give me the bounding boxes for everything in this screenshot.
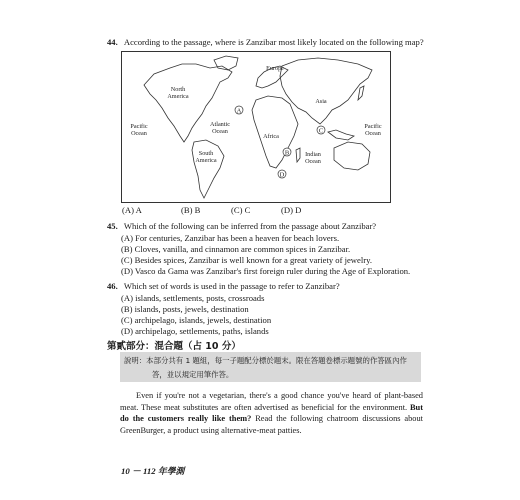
world-map	[121, 51, 391, 203]
australia-outline	[334, 142, 370, 170]
marker-d	[278, 170, 286, 179]
q44-option-a[interactable]: (A) A	[122, 205, 142, 215]
svg-text:A: A	[236, 107, 242, 115]
label-pacific-right: Pacific Ocean	[364, 123, 382, 137]
label-north-america: North America	[167, 86, 189, 100]
q44-number: 44.	[107, 37, 118, 47]
q46-option-b[interactable]: (B) islands, posts, jewels, destination	[121, 304, 249, 314]
page-footer: 10 － 112 年學測	[121, 466, 185, 476]
q44-stem	[107, 37, 437, 49]
svg-text:D: D	[279, 171, 285, 179]
indonesia-outline	[328, 130, 354, 140]
label-south-america: South America	[195, 150, 217, 164]
q44-option-b[interactable]: (B) B	[181, 205, 201, 215]
greenland-outline	[214, 56, 238, 70]
instruction-box	[120, 352, 421, 382]
label-indian-ocean: Indian Ocean	[305, 151, 321, 165]
passage-part-1: Even if you're not a vegetarian, there's a good chance you've heard of plant-based meat. These meat substitutes are often advertised as beneficial for the environment.	[120, 391, 423, 412]
svg-text:B: B	[284, 149, 290, 157]
q45-stem	[107, 221, 437, 233]
q46-option-a[interactable]: (A) islands, settlements, posts, crossroads	[121, 293, 265, 303]
svg-text:C: C	[318, 127, 324, 135]
q44-option-d[interactable]: (D) D	[281, 205, 302, 215]
label-atlantic: Atlantic Ocean	[210, 121, 230, 135]
africa-outline	[252, 96, 298, 168]
q44-text: According to the passage, where is Zanzibar most likely located on the following map?	[123, 37, 424, 47]
label-asia: Asia	[315, 98, 327, 105]
passage-part-2: Read the following chatroom discussions about GreenBurger, a product using alternative-meat patties.	[120, 414, 423, 435]
instruction-line-2: 答，並以規定用筆作答。	[152, 370, 234, 379]
q46-stem	[107, 281, 437, 293]
q46-text: Which set of words is used in the passage to refer to Zanzibar?	[123, 281, 340, 291]
q46-option-c[interactable]: (C) archipelago, islands, jewels, destination	[121, 315, 272, 325]
q45-option-b[interactable]: (B) Cloves, vanilla, and cinnamon are common spices in Zanzibar.	[121, 244, 351, 254]
south-america-outline	[192, 140, 224, 198]
q46-number: 46.	[107, 281, 118, 291]
q44-option-c[interactable]: (C) C	[231, 205, 251, 215]
q45-option-c[interactable]: (C) Besides spices, Zanzibar is well known for a great variety of jewelry.	[121, 255, 372, 265]
marker-a	[235, 106, 243, 115]
section-title: 第貳部分：混合題（占 10 分）	[107, 341, 241, 352]
marker-b	[283, 148, 291, 157]
marker-c	[317, 126, 325, 135]
label-africa: Africa	[263, 133, 279, 140]
passage-bold-question: But do the customers really like them?	[120, 402, 423, 424]
q46-option-d[interactable]: (D) archipelago, settlements, paths, islands	[121, 326, 269, 336]
label-pacific-left: Pacific Ocean	[130, 123, 148, 137]
q45-text: Which of the following can be inferred from the passage about Zanzibar?	[123, 221, 377, 231]
instruction-line-1: 說明：本部分共有 1 題組，每一子題配分標於題末。限在答題卷標示題號的作答區內作	[124, 356, 407, 365]
japan-outline	[358, 86, 364, 100]
label-europe: Europe	[266, 65, 284, 72]
reading-passage	[120, 390, 423, 436]
q45-option-a[interactable]: (A) For centuries, Zanzibar has been a heaven for beach lovers.	[121, 233, 340, 243]
world-map-drawing	[122, 52, 390, 202]
q45-option-d[interactable]: (D) Vasco da Gama was Zanzibar's first foreign ruler during the Age of Exploration.	[121, 266, 411, 276]
q45-number: 45.	[107, 221, 118, 231]
